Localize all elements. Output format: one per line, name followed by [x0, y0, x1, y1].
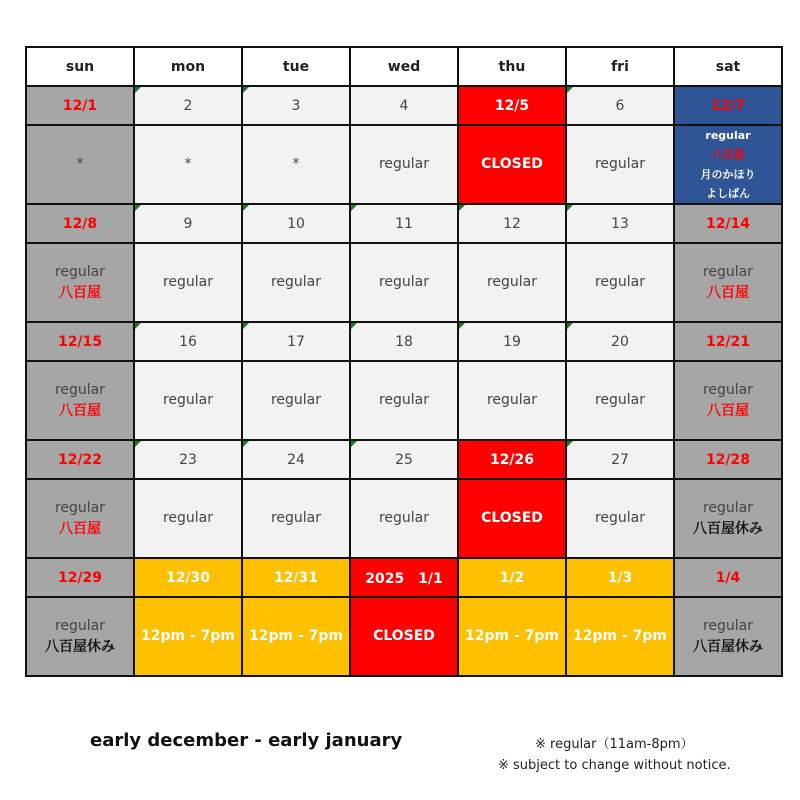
cell-marker-icon: [567, 205, 573, 211]
schedule-cell: [134, 597, 242, 676]
date-label: 1/4: [715, 569, 741, 586]
schedule-cell: [674, 361, 782, 440]
date-cell: [26, 204, 134, 243]
date-label: 12/28: [705, 451, 751, 468]
schedule-text: 12pm - 7pm: [572, 628, 667, 644]
date-label: 12/14: [705, 215, 751, 232]
date-label: 11: [395, 215, 413, 232]
date-label: 12/5: [494, 97, 530, 114]
schedule-text: regular: [378, 510, 430, 526]
schedule-cell: [566, 479, 674, 558]
schedule-text: 月のかほり: [700, 167, 756, 181]
date-label: 13: [611, 215, 629, 232]
cell-marker-icon: [243, 205, 249, 211]
schedule-text: regular: [486, 274, 538, 290]
date-cell: [26, 558, 134, 597]
date-label: 2: [183, 97, 193, 114]
week-1-dates: [26, 86, 782, 125]
schedule-text: regular: [702, 263, 754, 280]
date-label: 20: [611, 333, 629, 350]
date-label: 24: [287, 451, 305, 468]
schedule-cell: [26, 479, 134, 558]
week-4-dates: [26, 440, 782, 479]
date-label: 3: [291, 97, 301, 114]
schedule-text: regular: [594, 392, 646, 408]
schedule-text: *: [184, 156, 192, 172]
date-label: 12/29: [57, 569, 103, 586]
schedule-cell: [350, 479, 458, 558]
cell-marker-icon: [459, 323, 465, 329]
schedule-cell: [26, 361, 134, 440]
date-label: 2025 1/1: [365, 570, 443, 587]
schedule-text: regular: [162, 274, 214, 290]
schedule-text: regular: [54, 617, 106, 634]
date-cell: [674, 440, 782, 479]
schedule-cell: [566, 361, 674, 440]
schedule-cell: [134, 243, 242, 322]
schedule-text: *: [76, 156, 84, 172]
schedule-text: regular: [162, 392, 214, 408]
schedule-text: regular: [270, 392, 322, 408]
calendar-body: [26, 86, 782, 676]
cell-marker-icon: [243, 87, 249, 93]
date-label: 27: [611, 451, 629, 468]
date-cell: [134, 322, 242, 361]
schedule-cell: [242, 125, 350, 204]
schedule-text: regular: [486, 392, 538, 408]
change-notice: ※ subject to change without notice.: [498, 758, 731, 773]
date-label: 4: [399, 97, 409, 114]
date-label: 12: [503, 215, 521, 232]
date-label: 12/30: [165, 569, 211, 586]
schedule-text: 八百屋: [707, 284, 749, 301]
schedule-cell: [674, 125, 782, 204]
schedule-text: regular: [594, 510, 646, 526]
schedule-text: regular: [702, 499, 754, 516]
schedule-text: regular: [270, 274, 322, 290]
weekday-sun: sun: [26, 47, 134, 86]
schedule-cell: [350, 243, 458, 322]
cell-marker-icon: [135, 87, 141, 93]
schedule-text: 12pm - 7pm: [464, 628, 559, 644]
date-label: 17: [287, 333, 305, 350]
date-cell: [674, 86, 782, 125]
date-cell: [134, 86, 242, 125]
date-cell: [458, 440, 566, 479]
schedule-text: CLOSED: [481, 156, 543, 172]
date-label: 10: [287, 215, 305, 232]
date-cell: [350, 558, 458, 597]
week-3-schedule: [26, 361, 782, 440]
schedule-text: 12pm - 7pm: [140, 628, 235, 644]
schedule-text: *: [292, 156, 300, 172]
date-cell: [674, 558, 782, 597]
cell-marker-icon: [567, 87, 573, 93]
date-label: 12/8: [62, 215, 98, 232]
schedule-cell: [350, 125, 458, 204]
schedule-text: regular: [54, 499, 106, 516]
date-cell: [26, 86, 134, 125]
date-cell: [26, 322, 134, 361]
schedule-text: regular: [162, 510, 214, 526]
cell-marker-icon: [135, 205, 141, 211]
schedule-cell: [242, 361, 350, 440]
date-label: 9: [183, 215, 193, 232]
schedule-text: regular: [54, 381, 106, 398]
schedule-text: regular: [702, 617, 754, 634]
schedule-cell: [458, 479, 566, 558]
week-5-schedule: [26, 597, 782, 676]
schedule-text: regular: [378, 274, 430, 290]
weekday-tue: tue: [242, 47, 350, 86]
week-1-schedule: [26, 125, 782, 204]
schedule-cell: [350, 597, 458, 676]
schedule-text: regular: [378, 392, 430, 408]
cell-marker-icon: [135, 441, 141, 447]
schedule-text: CLOSED: [373, 628, 435, 644]
weekday-mon: mon: [134, 47, 242, 86]
date-cell: [566, 322, 674, 361]
schedule-text: 八百屋: [707, 402, 749, 419]
schedule-cell: [674, 243, 782, 322]
schedule-cell: [242, 243, 350, 322]
schedule-cell: [134, 361, 242, 440]
date-label: 12/21: [705, 333, 751, 350]
schedule-text: 八百屋休み: [45, 638, 115, 655]
date-cell: [26, 440, 134, 479]
date-cell: [458, 86, 566, 125]
date-cell: [134, 440, 242, 479]
schedule-cell: [674, 597, 782, 676]
cell-marker-icon: [135, 323, 141, 329]
date-label: 12/31: [273, 569, 319, 586]
date-cell: [350, 204, 458, 243]
weekday-thu: thu: [458, 47, 566, 86]
date-cell: [242, 322, 350, 361]
date-cell: [566, 440, 674, 479]
date-label: 1/2: [499, 569, 525, 586]
schedule-text: regular: [705, 129, 751, 142]
schedule-text: 八百屋: [59, 520, 101, 537]
schedule-cell: [566, 125, 674, 204]
date-label: 6: [615, 97, 625, 114]
schedule-text: regular: [270, 510, 322, 526]
date-label: 16: [179, 333, 197, 350]
date-label: 1/3: [607, 569, 633, 586]
weekday-header-row: [26, 47, 782, 86]
date-cell: [566, 204, 674, 243]
schedule-cell: [566, 243, 674, 322]
schedule-text: regular: [378, 156, 430, 172]
schedule-text: よしばん: [706, 186, 750, 200]
date-cell: [674, 322, 782, 361]
schedule-cell: [242, 597, 350, 676]
schedule-text: CLOSED: [481, 510, 543, 526]
date-label: 25: [395, 451, 413, 468]
date-cell: [242, 86, 350, 125]
cell-marker-icon: [459, 205, 465, 211]
cell-marker-icon: [567, 323, 573, 329]
weekday-fri: fri: [566, 47, 674, 86]
date-cell: [458, 204, 566, 243]
date-label: 18: [395, 333, 413, 350]
schedule-text: 八百屋: [59, 402, 101, 419]
date-cell: [242, 204, 350, 243]
schedule-text: 八百屋休み: [693, 638, 763, 655]
cell-marker-icon: [351, 205, 357, 211]
week-2-schedule: [26, 243, 782, 322]
weekday-sat: sat: [674, 47, 782, 86]
regular-hours-note: ※ regular（11am-8pm）: [535, 737, 694, 752]
date-cell: [242, 558, 350, 597]
date-cell: [134, 558, 242, 597]
schedule-text: regular: [702, 381, 754, 398]
date-cell: [350, 440, 458, 479]
schedule-cell: [458, 361, 566, 440]
date-label: 23: [179, 451, 197, 468]
date-cell: [134, 204, 242, 243]
cell-marker-icon: [351, 323, 357, 329]
schedule-cell: [674, 479, 782, 558]
schedule-text: regular: [54, 263, 106, 280]
date-label: 12/15: [57, 333, 103, 350]
schedule-text: regular: [594, 274, 646, 290]
schedule-text: regular: [594, 156, 646, 172]
date-cell: [242, 440, 350, 479]
date-label: 12/26: [489, 451, 535, 468]
week-3-dates: [26, 322, 782, 361]
schedule-cell: [134, 125, 242, 204]
date-cell: [350, 86, 458, 125]
date-label: 12/7: [710, 97, 746, 114]
schedule-cell: [566, 597, 674, 676]
schedule-text: 八百屋休み: [693, 520, 763, 537]
date-cell: [350, 322, 458, 361]
schedule-cell: [458, 597, 566, 676]
date-label: 12/22: [57, 451, 103, 468]
schedule-cell: [26, 597, 134, 676]
schedule-cell: [26, 125, 134, 204]
calendar-period-title: early december - early january: [90, 730, 403, 751]
date-label: 19: [503, 333, 521, 350]
date-cell: [566, 86, 674, 125]
week-4-schedule: [26, 479, 782, 558]
schedule-text: 八百屋: [59, 284, 101, 301]
schedule-text: 八百屋: [711, 148, 745, 162]
date-cell: [566, 558, 674, 597]
week-2-dates: [26, 204, 782, 243]
cell-marker-icon: [351, 441, 357, 447]
date-cell: [458, 558, 566, 597]
date-cell: [458, 322, 566, 361]
weekday-wed: wed: [350, 47, 458, 86]
schedule-cell: [350, 361, 458, 440]
cell-marker-icon: [243, 323, 249, 329]
calendar-table: [25, 46, 783, 677]
week-5-dates: [26, 558, 782, 597]
date-cell: [674, 204, 782, 243]
schedule-cell: [26, 243, 134, 322]
schedule-cell: [458, 243, 566, 322]
schedule-cell: [458, 125, 566, 204]
date-label: 12/1: [62, 97, 98, 114]
cell-marker-icon: [243, 441, 249, 447]
cell-marker-icon: [567, 441, 573, 447]
schedule-cell: [242, 479, 350, 558]
schedule-text: 12pm - 7pm: [248, 628, 343, 644]
schedule-cell: [134, 479, 242, 558]
